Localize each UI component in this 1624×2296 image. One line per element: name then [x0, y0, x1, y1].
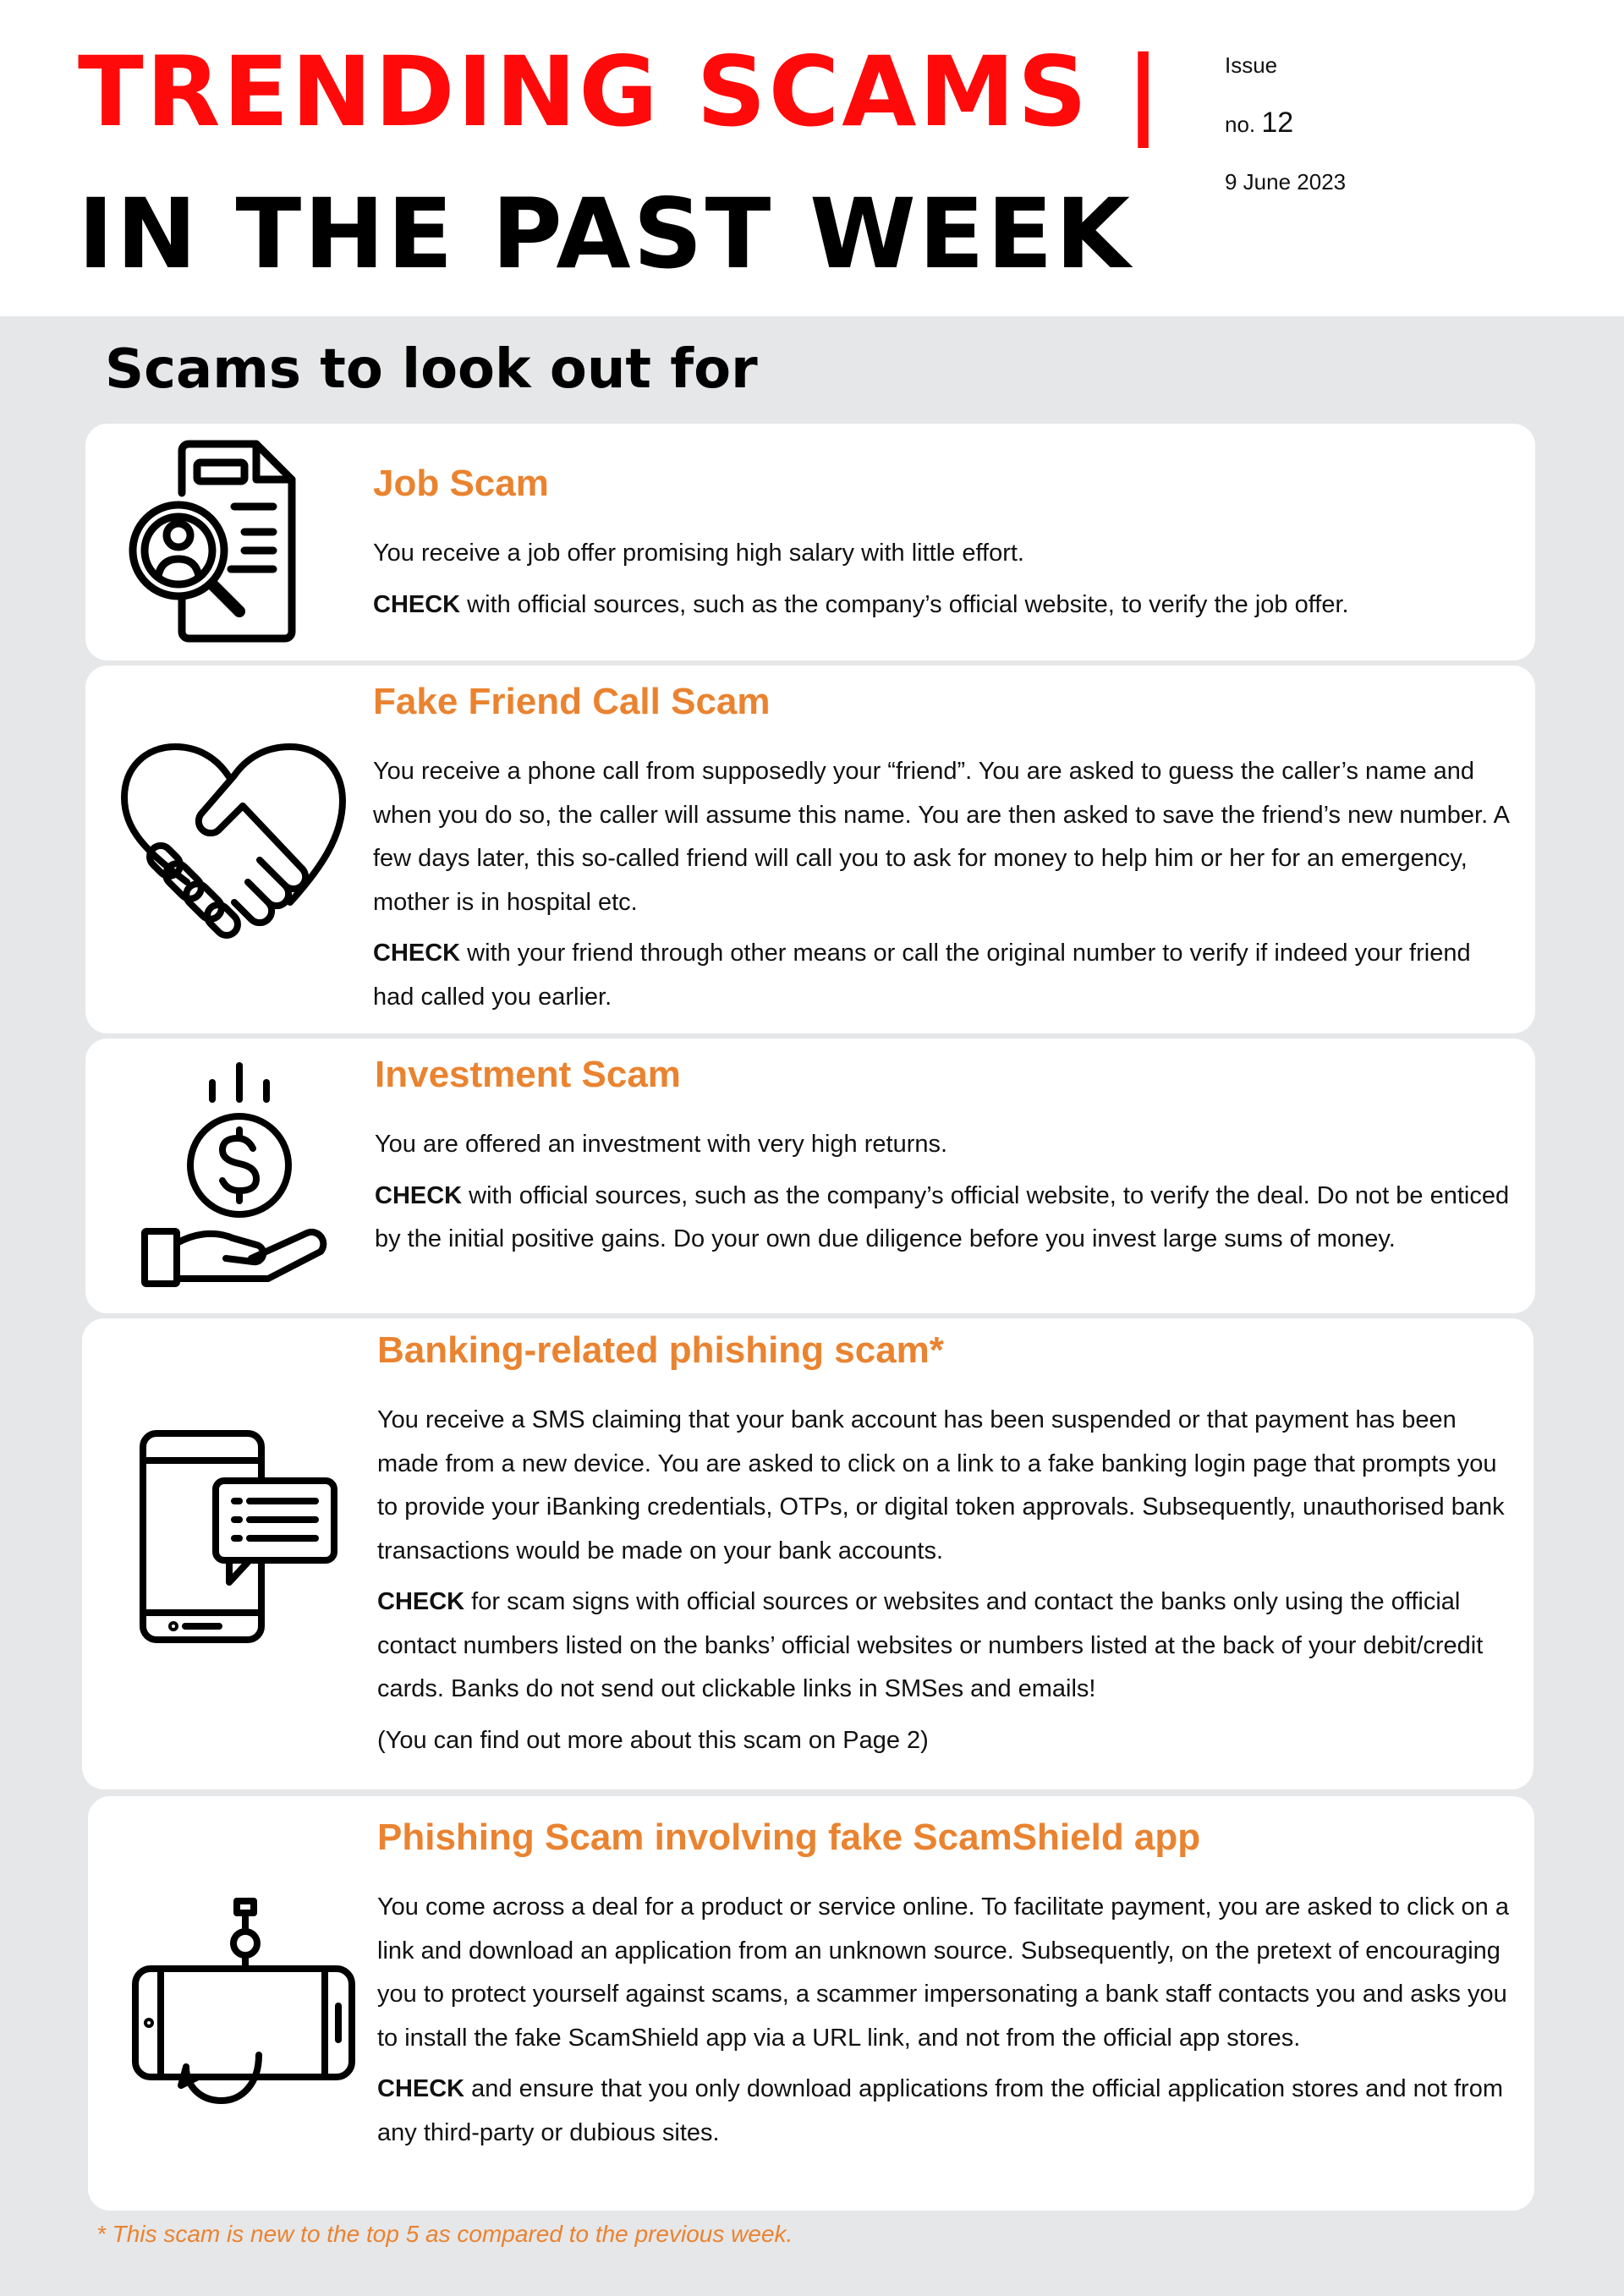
- scam-description: You come across a deal for a product or service online. To facilitate payment, you are asked to click on a link and download an application from an unknown source. Subsequently, on the pretext of encouraging you to protect yourself against scams, a scammer impersonating a bank staff contacts you and asks you to install the fake ScamShield app via a URL link, and not from the official app stores.: [377, 1893, 1509, 2052]
- hand-dollar-coin-icon: [141, 1062, 344, 1290]
- scam-check: [377, 2068, 1519, 2155]
- issue-number-prefix: no.: [1225, 112, 1256, 137]
- scam-title: Phishing Scam involving fake ScamShield app: [377, 1817, 1201, 1858]
- scam-check: [373, 932, 1515, 1019]
- scam-card-fake-friend: [85, 666, 1535, 1033]
- scam-body: [377, 1886, 1519, 2162]
- scam-title: Fake Friend Call Scam: [373, 681, 771, 722]
- issue-number-value: 12: [1261, 107, 1294, 139]
- handshake-heart-icon: [121, 742, 349, 945]
- scam-card-banking-phishing: [82, 1318, 1533, 1789]
- phone-message-icon: [140, 1430, 343, 1650]
- scam-card-job: [85, 424, 1535, 660]
- check-text: and ensure that you only download applications from the official application stores and not from any third-party or dubious sites.: [377, 2075, 1503, 2146]
- check-label: CHECK: [373, 590, 461, 618]
- job-search-document-icon: [129, 441, 332, 644]
- issue-number: [1225, 107, 1293, 140]
- scam-body: [373, 532, 1515, 634]
- check-label: CHECK: [375, 1181, 463, 1209]
- check-text: with official sources, such as the company’s official website, to verify the deal. Do not be enticed by the initial positive gains. Do your own due diligence before you invest large sums of money.: [375, 1181, 1510, 1252]
- scam-body: [377, 1399, 1519, 1770]
- header: [0, 0, 1624, 316]
- scam-body: [375, 1123, 1517, 1269]
- check-text: for scam signs with official sources or websites and contact the banks only using the official contact numbers listed on the banks’ official websites or numbers listed at the back of your debit/credit cards. Banks do not send out clickable links in SMSes and emails!: [377, 1588, 1484, 1702]
- scam-check: [375, 1175, 1517, 1262]
- check-label: CHECK: [373, 940, 461, 967]
- scam-extra-note: (You can find out more about this scam on Page 2): [377, 1726, 929, 1754]
- scam-card-investment: [85, 1038, 1535, 1313]
- phone-fishing-hook-icon: [132, 1898, 360, 2118]
- footnote: * This scam is new to the top 5 as compared to the previous week.: [96, 2221, 793, 2247]
- scam-title: Job Scam: [373, 463, 549, 504]
- scam-description: You receive a phone call from supposedly your “friend”. You are asked to guess the caller’s name and when you do so, the caller will assume this name. You are then asked to save the friend’s new number. A few days later, this so-called friend will call you to ask for money to help him or her for an emergency, mother is in hospital etc.: [373, 758, 1509, 916]
- check-label: CHECK: [377, 1588, 465, 1615]
- scam-title: Investment Scam: [375, 1054, 681, 1095]
- scam-check: [377, 1581, 1519, 1712]
- scam-check: [373, 584, 1515, 627]
- scam-body: [373, 750, 1515, 1027]
- scam-description: You are offered an investment with very high returns.: [375, 1131, 948, 1158]
- scam-title: Banking-related phishing scam*: [377, 1329, 944, 1371]
- check-text: with your friend through other means or call the original number to verify if indeed your friend had called you earlier.: [373, 940, 1471, 1011]
- check-label: CHECK: [377, 2075, 465, 2102]
- title-line-2: IN THE PAST WEEK: [78, 178, 1133, 290]
- scam-card-fake-scamshield: [88, 1796, 1534, 2211]
- issue-date: 9 June 2023: [1225, 169, 1347, 195]
- issue-label: Issue: [1225, 52, 1278, 78]
- section-title: Scams to look out for: [105, 338, 758, 401]
- scam-description: You receive a SMS claiming that your bank account has been suspended or that payment has been made from a new device. You are asked to click on a link to a fake banking login page that prompts you to provide your iBanking credentials, OTPs, or digital token approvals. Subsequently, unauthorised bank transactions would be made on your bank accounts.: [377, 1406, 1505, 1564]
- title-line-1: TRENDING SCAMS |: [78, 36, 1164, 148]
- scam-description: You receive a job offer promising high salary with little effort.: [373, 540, 1024, 567]
- check-text: with official sources, such as the company’s official website, to verify the job offer.: [460, 590, 1349, 618]
